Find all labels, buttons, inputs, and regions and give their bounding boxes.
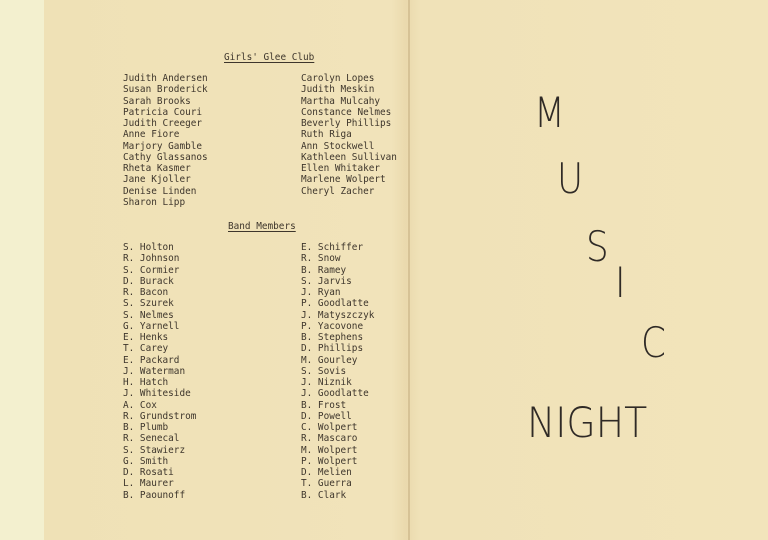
glee-club-member: Beverly Phillips (301, 118, 392, 129)
band-member: M. Gourley (301, 354, 358, 366)
glee-club-heading: Girls' Glee Club (224, 52, 315, 63)
band-member: B. Stephens (301, 332, 364, 343)
page-fold (408, 0, 410, 540)
band-names-left (123, 242, 196, 501)
band-member: S. Sovis (301, 365, 347, 377)
band-member: E. Schiffer (301, 242, 364, 253)
title-letter-u: U (557, 154, 584, 203)
glee-club-member: Ann Stockwell (301, 140, 375, 152)
band-member: D. Melien (301, 467, 352, 478)
band-member: M. Wolpert (301, 444, 358, 456)
title-letter-m: M (534, 88, 565, 137)
glee-club-member: Denise Linden (123, 185, 197, 197)
band-member: R. Senecal (123, 433, 180, 445)
band-member: R. Snow (301, 253, 341, 265)
glee-club-member: Judith Creeger (123, 118, 203, 129)
glee-club-member: Marjory Gamble (123, 140, 203, 152)
glee-club-member: Judith Meskin (301, 84, 375, 96)
title-letter-s: S (586, 222, 609, 271)
glee-club-member: Rheta Kasmer (123, 163, 191, 174)
band-member: S. Jarvis (301, 275, 352, 287)
glee-club-names-left (123, 73, 208, 208)
glee-club-member: Patricia Couri (123, 106, 203, 118)
title-night: NIGHT (527, 398, 648, 447)
band-member: R. Bacon (123, 287, 169, 298)
band-member: E. Henks (123, 332, 169, 343)
band-member: P. Yacovone (301, 320, 364, 332)
band-member: B. Clark (301, 489, 347, 501)
glee-club-member: Jane Kjoller (123, 174, 191, 186)
title-letter-i: I (615, 258, 626, 307)
band-member: B. Frost (301, 399, 347, 411)
band-member: J. Niznik (301, 377, 352, 388)
band-member: B. Ramey (301, 264, 347, 276)
band-member: P. Goodlatte (301, 298, 369, 310)
band-member: P. Wolpert (301, 455, 358, 467)
glee-club-member: Carolyn Lopes (301, 73, 375, 84)
band-members-heading: Band Members (228, 221, 296, 232)
band-member: R. Johnson (123, 253, 180, 265)
band-member: H. Hatch (123, 377, 169, 388)
band-member: J. Whiteside (123, 388, 191, 400)
glee-club-member: Kathleen Sullivan (301, 151, 397, 163)
glee-club-member: Martha Mulcahy (301, 95, 381, 107)
glee-club-member: Cheryl Zacher (301, 185, 375, 197)
glee-club-member: Marlene Wolpert (301, 174, 386, 186)
band-member: J. Matyszczyk (301, 309, 375, 321)
band-member: J. Waterman (123, 365, 186, 377)
glee-club-names-right (301, 73, 397, 197)
band-member: B. Plumb (123, 422, 169, 433)
band-member: T. Guerra (301, 478, 352, 490)
glee-club-member: Cathy Glassanos (123, 151, 208, 163)
band-member: D. Burack (123, 275, 174, 287)
glee-club-member: Sharon Lipp (123, 196, 186, 208)
band-member: S. Szurek (123, 298, 174, 310)
band-member: S. Stawierz (123, 444, 186, 456)
band-member: L. Maurer (123, 478, 174, 490)
band-member: J. Ryan (301, 287, 341, 298)
band-member: T. Carey (123, 343, 169, 355)
band-member: S. Nelmes (123, 309, 174, 321)
band-member: S. Holton (123, 242, 174, 253)
band-member: D. Rosati (123, 467, 174, 478)
band-member: R. Mascaro (301, 433, 358, 445)
glee-club-member: Sarah Brooks (123, 95, 191, 107)
glee-club-member: Constance Nelmes (301, 106, 392, 118)
band-member: B. Paounoff (123, 489, 186, 501)
band-member: C. Wolpert (301, 422, 358, 433)
band-member: J. Goodlatte (301, 388, 369, 400)
title-letter-c: C (641, 318, 666, 367)
band-member: G. Yarnell (123, 320, 180, 332)
band-member: S. Cormier (123, 264, 180, 276)
band-names-right (301, 242, 374, 501)
band-member: D. Powell (301, 410, 352, 422)
glee-club-member: Anne Fiore (123, 129, 180, 141)
band-member: E. Packard (123, 354, 180, 366)
band-member: R. Grundstrom (123, 410, 197, 422)
glee-club-member: Ruth Riga (301, 129, 352, 141)
band-member: G. Smith (123, 455, 169, 467)
band-member: D. Phillips (301, 343, 364, 355)
glee-club-member: Ellen Whitaker (301, 163, 381, 174)
glee-club-member: Judith Andersen (123, 73, 208, 84)
glee-club-member: Susan Broderick (123, 84, 208, 96)
band-member: A. Cox (123, 399, 157, 411)
